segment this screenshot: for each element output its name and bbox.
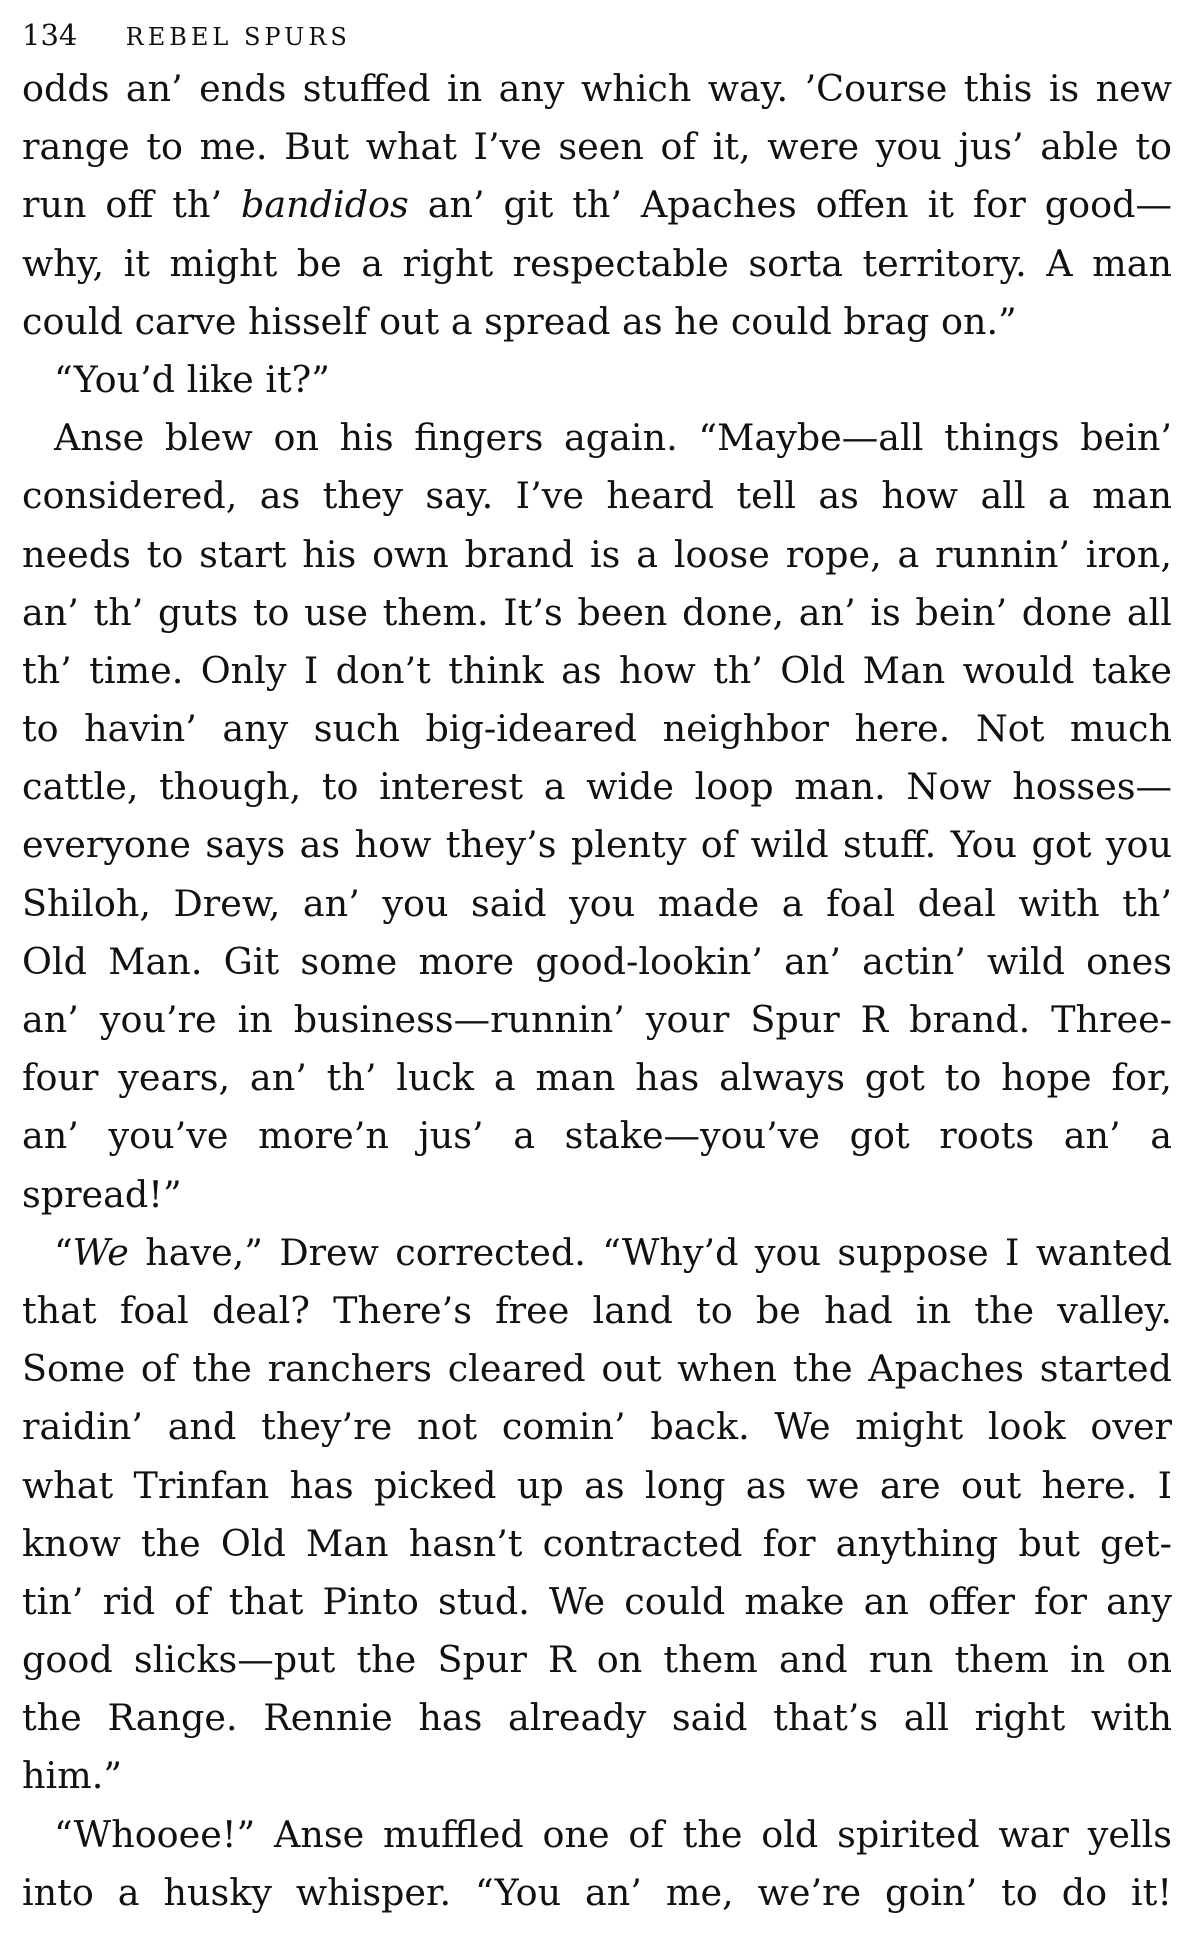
text-line: “Whooee!” Anse muffled one of the old spirited war yells (54, 1812, 1172, 1856)
text-line: needs to start his own brand is a loose rope, a runnin’ iron, (22, 532, 1172, 576)
text-line: Shiloh, Drew, an’ you said you made a foal deal with th’ (22, 881, 1172, 925)
body-text (22, 60, 1172, 1922)
text-line: th’ time. Only I don’t think as how th’ Old Man would take (22, 648, 1172, 692)
book-page (22, 10, 1172, 1922)
text-line: Old Man. Git some more good-lookin’ an’ actin’ wild ones (22, 939, 1172, 983)
text-line: that foal deal? There’s free land to be had in the valley. (22, 1288, 1172, 1332)
text-line: range to me. But what I’ve seen of it, were you jus’ able to (22, 125, 1172, 169)
text-line: what Trinfan has picked up as long as we are out here. I (22, 1463, 1172, 1507)
text-line: odds an’ ends stuffed in any which way. ’Course this is new (22, 67, 1172, 110)
text-line: why, it might be a right respectable sorta territory. A man (22, 241, 1172, 285)
text-line: know the Old Man hasn’t contracted for anything but get- (22, 1521, 1172, 1565)
text-line: spread!” (22, 1172, 182, 1216)
text-line: to havin’ any such big-ideared neighbor here. Not much (22, 707, 1172, 751)
text-line: Some of the ranchers cleared out when the Apaches started (22, 1347, 1172, 1391)
text-line: four years, an’ th’ luck a man has always got to hope for, (22, 1056, 1172, 1100)
italic-word: We (72, 1230, 129, 1274)
text-line: him.” (22, 1754, 123, 1798)
page-number: 134 (22, 18, 78, 52)
text-line-segment: run off th’ (22, 183, 242, 227)
text-line: everyone says as how they’s plenty of wild stuff. You got you (22, 823, 1172, 867)
book-title-header: REBEL SPURS (125, 23, 351, 51)
text-line (22, 176, 1172, 234)
text-line: could carve hisself out a spread as he could brag on.” (22, 299, 1017, 343)
text-line: into a husky whisper. “You an’ me, we’re goin’ to do it! (22, 1870, 1172, 1914)
text-line (22, 1224, 1172, 1282)
text-line-segment: “ (54, 1230, 73, 1274)
text-line: tin’ rid of that Pinto stud. We could make an offer for any (22, 1579, 1172, 1623)
text-line: considered, as they say. I’ve heard tell as how all a man (22, 474, 1172, 518)
text-line-segment: an’ git th’ Apaches offen it for good— (408, 183, 1172, 227)
text-line: the Range. Rennie has already said that’s all right with (22, 1696, 1172, 1740)
text-line: “You’d like it?” (54, 357, 330, 401)
text-line: good slicks—put the Spur R on them and run them in on (22, 1638, 1172, 1682)
text-line: raidin’ and they’re not comin’ back. We might look over (22, 1405, 1172, 1449)
text-line: Anse blew on his fingers again. “Maybe—all things bein’ (54, 416, 1172, 460)
text-line: an’ you’ve more’n jus’ a stake—you’ve got roots an’ a (22, 1114, 1172, 1158)
text-line: an’ th’ guts to use them. It’s been done, an’ is bein’ done all (22, 590, 1172, 634)
text-line: cattle, though, to interest a wide loop man. Now hosses— (22, 765, 1172, 809)
text-line: an’ you’re in business—runnin’ your Spur R brand. Three- (22, 998, 1172, 1041)
text-line-segment: have,” Drew corrected. “Why’d you suppose I wanted (128, 1230, 1172, 1274)
running-head (22, 10, 1172, 60)
italic-word: bandidos (241, 183, 409, 227)
